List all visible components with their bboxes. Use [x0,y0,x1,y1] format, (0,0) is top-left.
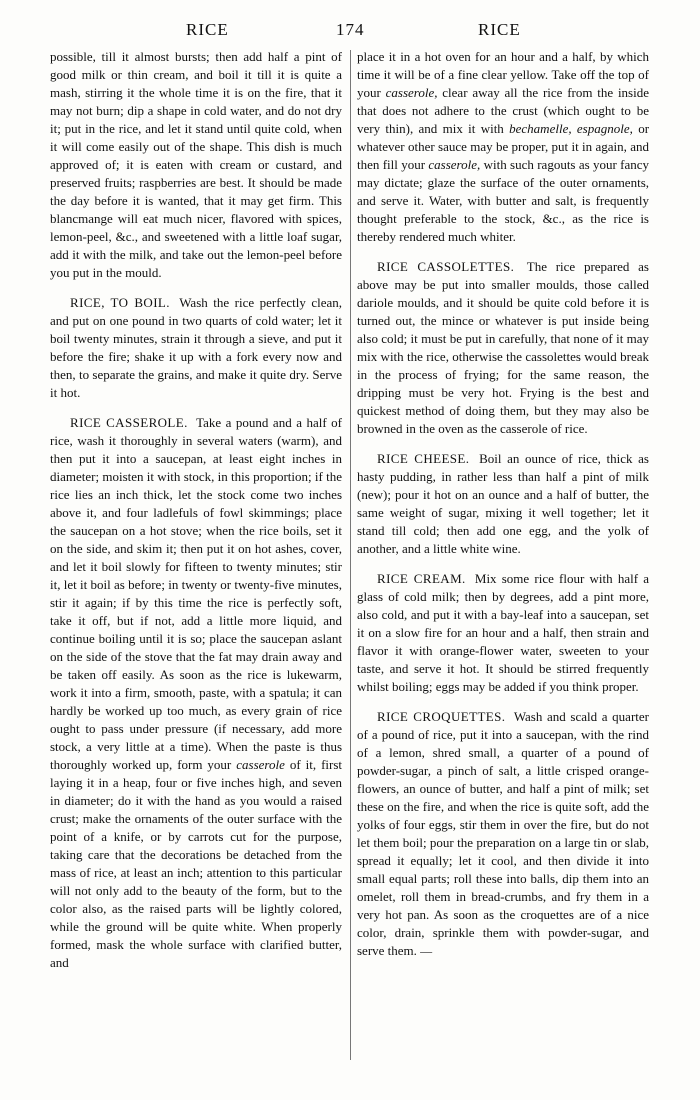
recipe-rice-casserole [50,414,342,972]
recipe-title: RICE CASSEROLE. [70,415,188,430]
recipe-text: clear away all the rice from the inside that does not adhere to the crust (which ought to be very thin), and mix it with [357,85,649,136]
recipe-title: RICE, TO BOIL. [70,295,170,310]
recipe-text: or whatever other sauce may be proper, put it in again, and then fill your [357,121,650,172]
recipe-italic-term: bechamelle, espagnole, [509,121,633,136]
recipe-italic-term: casserole, [385,85,438,100]
recipe-title: RICE CHEESE. [377,451,470,466]
blancmange-continuation: possible, till it almost bursts; then add half a pint of good milk or thin cream, and boil it till it is quite a mash, stirring it the whole time it is on the fire, that it may not burn; dip a shape in cold water, and do not dry it; put in the rice, and let it stand until quite cold, when it will come easily out of the shape. This dish is much approved of; it is eaten with cream or custard, and preserved fruits; raspberries are best. It should be made the day before it is wanted, that it may get firm. This blancmange will eat much nicer, flavored with spices, lemon-peel, &c., and sweetened with a little loaf sugar, add it with the milk, and take out the lemon-peel before you put in the mould. [50,49,342,280]
left-column [50,48,342,972]
tailpiece-ornament: — [420,944,433,958]
recipe-text: with such ragouts as your fancy may dictate; glaze the surface of the outer ornaments, and serve it. Water, with butter and salt, is frequently thought preferable to the stock, &c., as the rice is thereby rendered much whiter. [357,157,650,244]
recipe-text: Wash the rice perfectly clean, and put on one pound in two quarts of cold water; let it boil twenty minutes, strain it through a sieve, and put it before the fire; shake it up with a fork every now and then, to separate the grains, and make it quite dry. Serve it hot. [50,295,343,400]
recipe-italic-term: casserole [236,757,285,772]
recipe-rice-cheese [357,450,649,558]
recipe-rice-croquettes [357,708,649,960]
recipe-text: place it in a hot oven for an hour and a half, by which time it will be of a fine clear yellow. Take off the top of your [357,49,649,100]
recipe-text: The rice prepared as above may be put into smaller moulds, those called dariole moulds, and it should be quite cold before it is turned out, the mince or whatever is put inside being also cold; it must be put in carefully, that none of it may mix with the rice, otherwise the cassolettes would break in the process of frying; for the same reason, the dripping must be very hot. Frying is the best and quickest method of doing them, but they may also be browned in the oven as the casserole of rice. [357,259,649,436]
recipe-text: Boil an ounce of rice, thick as hasty pudding, in rather less than half a pint of milk (new); pour it hot on an ounce and a half of butter, the same weight of sugar, mixing it well together; let it stand till cold; then add one egg, and the yolk of another, and a little white wine. [357,451,649,556]
recipe-rice-cassolettes [357,258,649,438]
recipe-title: RICE CROQUETTES. [377,709,506,724]
recipe-title: RICE CREAM. [377,571,466,586]
header-left-title: RICE [186,20,229,39]
recipe-rice-cream [357,570,649,696]
right-column [357,48,649,960]
recipe-text: Take a pound and a half of rice, wash it thoroughly in several waters (warm), and then put it into a saucepan, at least eight inches in diameter; moisten it with stock, in this proportion; if the rice lies an inch thick, let the stock come two inches above it, and four ladlefuls of fowl skimmings; place the saucepan on a hot stove; when the rice boils, set it on the side, and skim it; then put it on hot ashes, cover, and let it boil slowly for fifteen to twenty minutes; stir it, let it boil as before; in twenty or twenty-five minutes, stir it again; if by this time the rice is perfectly soft, take it off, but if not, add a little more liquid, and continue boiling until it is so; place the saucepan aslant on the side of the stove that the fat may drain away and be taken off easily. As soon as the rice is lukewarm, work it into a firm, smooth, paste, with a spatula; it can hardly be worked up too much, as every grain of rice ought to pass under pressure (if necessary, add more stock, a very little at a time). When the paste is thus thoroughly worked up, form your [50,415,343,772]
recipe-text: Wash and scald a quarter of a pound of rice, put it into a saucepan, with the rind of a lemon, shred small, a quarter of a pound of powder-sugar, a pinch of salt, a little crisped orange-flowers, an ounce of butter, and half a pint of milk; set these on the fire, and when the rice is quite soft, add the yolks of four eggs, stir them in over the fire, but do not let them boil; pour the preparation on a large tin or slab, spread it equally; let it cool, and then divide it into small equal parts; roll these into balls, dip them into an omelet, roll them in bread-crumbs, and fry them in a very hot pan. As soon as the croquettes are of a nice color, drain, sprinkle them with powder-sugar, and serve them. [357,709,649,958]
recipe-text: of it, first laying it in a heap, four or five inches high, and seven in diameter; do it with the hand as you would a raised crust; make the ornaments of the outer surface with the point of a knife, or by carrots cut for the purpose, taking care that the decorations be detached from the mass of rice, at least an inch; attention to this particular will not only add to the beauty of the form, but to the color also, as the raised parts will be lightly colored, while the ground will be quite white. When properly formed, mask the whole surface with clarified butter, and [50,757,343,970]
recipe-text: Mix some rice flour with half a glass of cold milk; then by degrees, add a pint more, also cold, and put it with a bay-leaf into a saucepan, set it on a slow fire for an hour and a half, then strain and flavor it with orange-flower water, sweeten to your taste, and serve it hot. It should be stirred frequently whilst boiling; eggs may be added if you think proper. [357,571,649,694]
header-right-title: RICE [478,20,521,39]
running-header [0,20,700,44]
column-divider [350,50,351,1060]
page-number: 174 [336,20,365,39]
recipe-italic-term: casserole, [428,157,481,172]
casserole-continuation [357,48,649,246]
recipe-title: RICE CASSOLETTES. [377,259,515,274]
recipe-rice-to-boil [50,294,342,402]
